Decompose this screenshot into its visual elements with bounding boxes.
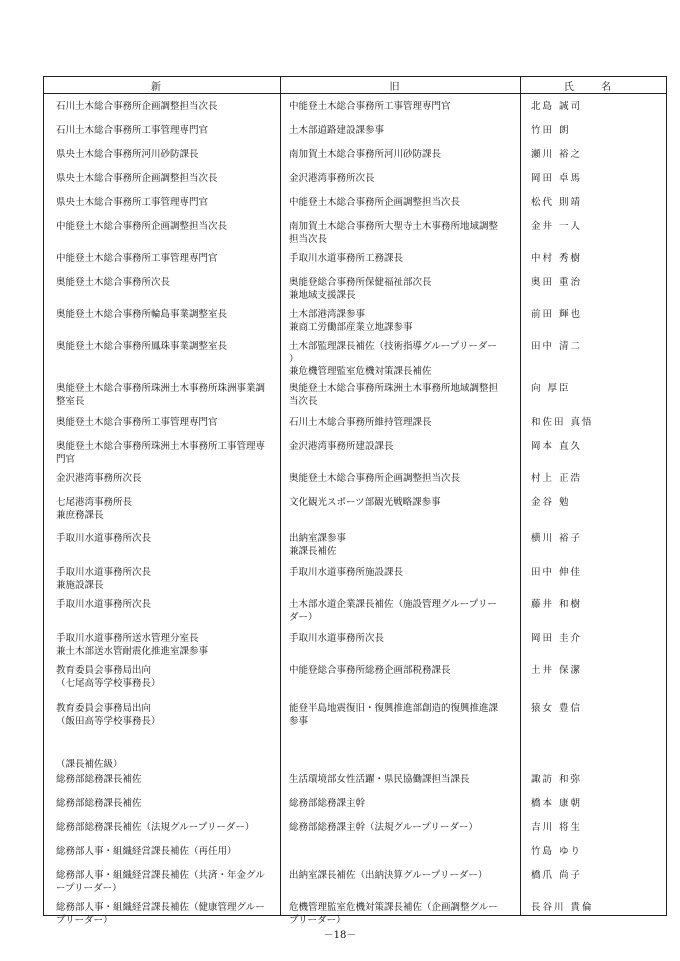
old-position-line: 文化観光スポーツ部観光戦略課参事 [289, 497, 441, 508]
old-position [281, 221, 521, 246]
new-position-line: 兼施設課長 [56, 579, 104, 591]
new-position-line: （七尾高等学校事務長） [56, 677, 161, 689]
new-position [44, 567, 281, 592]
old-position [281, 703, 521, 728]
new-position [44, 125, 281, 138]
old-position-line: 当次長 [289, 395, 318, 407]
person-name: 向 厚臣 [531, 383, 571, 394]
old-position-line: ） [289, 353, 299, 365]
new-position-line: 県央土木総合事務所工事管理専門官 [56, 197, 209, 208]
person-name: 北島 誠司 [531, 101, 583, 112]
new-position [44, 533, 281, 558]
old-position-line: 兼課長補佐 [289, 545, 337, 557]
new-position-line: 整室長 [56, 395, 85, 407]
new-position [44, 665, 281, 690]
old-position-line: 危機管理監室危機対策課長補佐（企画調整グルー [289, 902, 498, 913]
person-name: 金谷 勉 [531, 497, 571, 508]
old-position [281, 798, 521, 811]
table-row [44, 703, 666, 728]
new-position-line: 兼土木部送水管耐震化推進室課参事 [56, 645, 209, 657]
old-position [281, 173, 521, 186]
table-body [44, 93, 666, 926]
old-position [281, 533, 521, 558]
old-position [281, 774, 521, 787]
new-position [44, 101, 281, 114]
old-position-line: 出納室課長補佐（出納決算グループリーダー） [289, 870, 488, 881]
old-position [281, 383, 521, 408]
new-position-line: 総務部人事・組織経営課長補佐（再任用） [56, 846, 237, 857]
new-position-line: 石川土木総合事務所工事管理専門官 [56, 125, 209, 136]
person-name: 岡本 直久 [531, 441, 583, 452]
new-position-line: 総務部人事・組織経営課長補佐（健康管理グルー [56, 902, 265, 913]
new-position-line: 奥能登土木総合事務所次長 [56, 277, 171, 288]
old-position-line: 生活環境部女性活躍・県民協働課担当課長 [289, 774, 470, 785]
new-position [44, 253, 281, 266]
table-row [44, 533, 666, 558]
old-position [281, 149, 521, 162]
header-name: 氏 名 [563, 81, 624, 93]
old-position [281, 902, 521, 927]
table-header [44, 77, 666, 94]
table-row [44, 846, 666, 859]
page-number: －18－ [323, 930, 357, 941]
new-position [44, 173, 281, 186]
new-position-line: 中能登土木総合事務所企画調整担当次長 [56, 221, 228, 232]
old-position-line: 土木部監理課長補佐（技術指導グループリーダー [289, 341, 497, 352]
old-position [281, 497, 521, 522]
old-position [281, 599, 521, 624]
table-row [44, 341, 666, 379]
new-position-line: 中能登土木総合事務所工事管理専門官 [56, 253, 218, 264]
table-row [44, 125, 666, 138]
new-position-line: 七尾港湾事務所長 [56, 497, 133, 508]
new-position-line: 金沢港湾事務所次長 [56, 473, 142, 484]
old-position-line: 手取川水道事務所工務課長 [289, 253, 404, 264]
old-position-line: 奥能登土木総合事務所珠洲土木事務所地域調整担 [289, 383, 499, 394]
new-position-line: 奥能登土木総合事務所珠洲土木事務所珠洲事業調 [56, 383, 266, 394]
new-position-line: 奥能登土木総合事務所工事管理専門官 [56, 417, 218, 428]
old-position-line: 金沢港湾事務所次長 [289, 173, 375, 184]
person-name: 猿女 豊信 [531, 703, 583, 714]
old-position [281, 633, 521, 658]
new-position [44, 341, 281, 379]
person-name: 松代 則靖 [531, 197, 583, 208]
old-position [281, 309, 521, 334]
new-position-line: 奥能登土木総合事務所珠洲土木事務所工事管理専 [56, 441, 266, 452]
new-position-line: 総務部人事・組織経営課長補佐（共済・年金グル [56, 870, 265, 881]
table-row [44, 101, 666, 114]
new-position [44, 383, 281, 408]
new-position [44, 798, 281, 811]
table-row [44, 774, 666, 787]
new-position-line: （飯田高等学校事務長） [56, 715, 161, 727]
old-position [281, 473, 521, 486]
new-position-line: 総務部総務課長補佐（法規グループリーダー） [56, 822, 255, 833]
new-position [44, 870, 281, 895]
table-row [44, 309, 666, 334]
person-name: 橋本 康朝 [531, 798, 583, 809]
old-position-line: 南加賀土木総合事務所河川砂防課長 [289, 149, 442, 160]
old-position-line: 参事 [289, 715, 309, 727]
person-name: 竹田 朗 [531, 125, 571, 136]
section-label: （課長補佐級） [56, 759, 123, 770]
person-name: 前田 輝也 [531, 309, 583, 320]
new-position [44, 599, 281, 624]
person-name: 和佐田 真悟 [531, 417, 594, 428]
new-position [44, 221, 281, 246]
old-position [281, 846, 521, 859]
person-name: 奥田 重治 [531, 277, 583, 288]
old-position-line: 石川土木総合事務所維持管理課長 [289, 417, 432, 428]
old-position-line: 能登半島地震復旧・復興推進部創造的復興推進課 [289, 703, 499, 714]
person-name: 吉川 将生 [531, 822, 583, 833]
old-position-line: 土木部水道企業課長補佐（施設管理グループリー [289, 599, 497, 610]
old-position-line: 中能登土木総合事務所企画調整担当次長 [289, 197, 461, 208]
old-position-line: ダー） [289, 611, 318, 623]
table-row [44, 497, 666, 522]
table-row [44, 149, 666, 162]
old-position-line: 兼地域支援課長 [289, 289, 356, 301]
old-position-line: 土木部港湾課参事 [289, 309, 366, 320]
old-position-line: 中能登土木総合事務所工事管理専門官 [289, 101, 451, 112]
new-position-line: 門官 [56, 453, 76, 465]
old-position [281, 567, 521, 592]
new-position-line: プリーダー） [56, 914, 113, 926]
old-position-line: 担当次長 [289, 233, 328, 245]
new-position-line: 手取川水道事務所次長 [56, 567, 152, 578]
person-name: 中村 秀樹 [531, 253, 583, 264]
old-position [281, 341, 521, 379]
table-row [44, 197, 666, 210]
old-position-line: 土木部道路建設課参事 [289, 125, 385, 136]
person-name: 藤井 和樹 [531, 599, 583, 610]
new-position [44, 441, 281, 466]
old-position [281, 417, 521, 430]
new-position-line: 教育委員会事務局出向 [56, 665, 152, 676]
person-name: 諏訪 和弥 [531, 774, 583, 785]
old-position [281, 277, 521, 302]
new-position [44, 149, 281, 162]
table-row [44, 633, 666, 658]
new-position-line: 総務部総務課長補佐 [56, 798, 142, 809]
person-name: 竹島 ゆり [531, 846, 583, 857]
old-position-line: 総務部総務課主幹（法規グループリーダー） [289, 822, 478, 833]
table-row [44, 221, 666, 246]
new-position [44, 703, 281, 728]
old-position [281, 665, 521, 690]
new-position [44, 633, 281, 658]
new-position-line: 手取川水道事務所送水管理分室長 [56, 633, 199, 644]
header-new: 新 [44, 77, 281, 93]
old-position-line: 兼危機管理監室危機対策課長補佐 [289, 366, 432, 377]
personnel-table [43, 76, 667, 926]
table-row [44, 902, 666, 927]
person-name: 瀬川 裕之 [531, 149, 583, 160]
old-position-line: 総務部総務課主幹 [289, 798, 366, 809]
new-position [44, 846, 281, 859]
person-name: 金井 一人 [531, 221, 583, 232]
person-name: 岡田 圭介 [531, 633, 583, 644]
table-row [44, 599, 666, 624]
person-name: 岡田 卓馬 [531, 173, 583, 184]
table-row [44, 173, 666, 186]
person-name: 横川 裕子 [531, 533, 583, 544]
new-position [44, 497, 281, 522]
old-position-line: 出納室課参事 [289, 533, 347, 544]
table-row [44, 253, 666, 266]
person-name: 橋爪 尚子 [531, 870, 583, 881]
table-row [44, 567, 666, 592]
person-name: 田中 伸佳 [531, 567, 583, 578]
old-position [281, 870, 521, 895]
table-row [44, 870, 666, 895]
person-name: 土井 保潔 [531, 665, 583, 676]
old-position-line: 南加賀土木総合事務所大聖寺土木事務所地域調整 [289, 221, 499, 232]
table-row [44, 277, 666, 302]
person-name: 田中 清二 [531, 341, 583, 352]
new-position-line: 県央土木総合事務所企画調整担当次長 [56, 173, 218, 184]
new-position [44, 417, 281, 430]
old-position [281, 125, 521, 138]
new-position [44, 774, 281, 787]
old-position-line: 金沢港湾事務所建設課長 [289, 441, 394, 452]
old-position [281, 197, 521, 210]
new-position-line: 教育委員会事務局出向 [56, 703, 152, 714]
old-position [281, 101, 521, 114]
table-row [44, 665, 666, 690]
old-position-line: 手取川水道事務所次長 [289, 633, 385, 644]
new-position-line: 奥能登土木総合事務所鳳珠事業調整室長 [56, 341, 228, 352]
new-position [44, 197, 281, 210]
table-row [44, 383, 666, 408]
table-row [44, 798, 666, 811]
old-position-line: 兼商工労働部産業立地課参事 [289, 321, 413, 333]
old-position [281, 253, 521, 266]
old-position [281, 822, 521, 835]
old-position-line: 奥能登土木総合事務所企画調整担当次長 [289, 473, 461, 484]
new-position-line: 石川土木総合事務所企画調整担当次長 [56, 101, 218, 112]
old-position-line: プリーダー） [289, 914, 346, 926]
person-name: 村上 正浩 [531, 473, 583, 484]
old-position-line: 奥能登総合事務所保健福祉部次長 [289, 277, 432, 288]
new-position-line: 総務部総務課長補佐 [56, 774, 142, 785]
new-position [44, 277, 281, 302]
old-position [281, 441, 521, 466]
table-row [44, 417, 666, 430]
header-old: 旧 [281, 77, 521, 93]
old-position-line: 中能登総合事務所総務企画部税務課長 [289, 665, 451, 676]
new-position [44, 309, 281, 334]
table-row [44, 473, 666, 486]
new-position [44, 473, 281, 486]
new-position-line: 県央土木総合事務所河川砂防課長 [56, 149, 199, 160]
table-row [44, 441, 666, 466]
new-position-line: 手取川水道事務所次長 [56, 599, 152, 610]
new-position [44, 902, 281, 927]
new-position-line: ープリーダー） [56, 882, 122, 894]
person-name: 長谷川 貴倫 [531, 902, 594, 913]
table-row [44, 822, 666, 835]
new-position-line: 奥能登土木総合事務所輪島事業調整室長 [56, 309, 228, 320]
old-position-line: 手取川水道事務所施設課長 [289, 567, 404, 578]
new-position-line: 兼庶務課長 [56, 509, 104, 521]
new-position-line: 手取川水道事務所次長 [56, 533, 152, 544]
new-position [44, 822, 281, 835]
